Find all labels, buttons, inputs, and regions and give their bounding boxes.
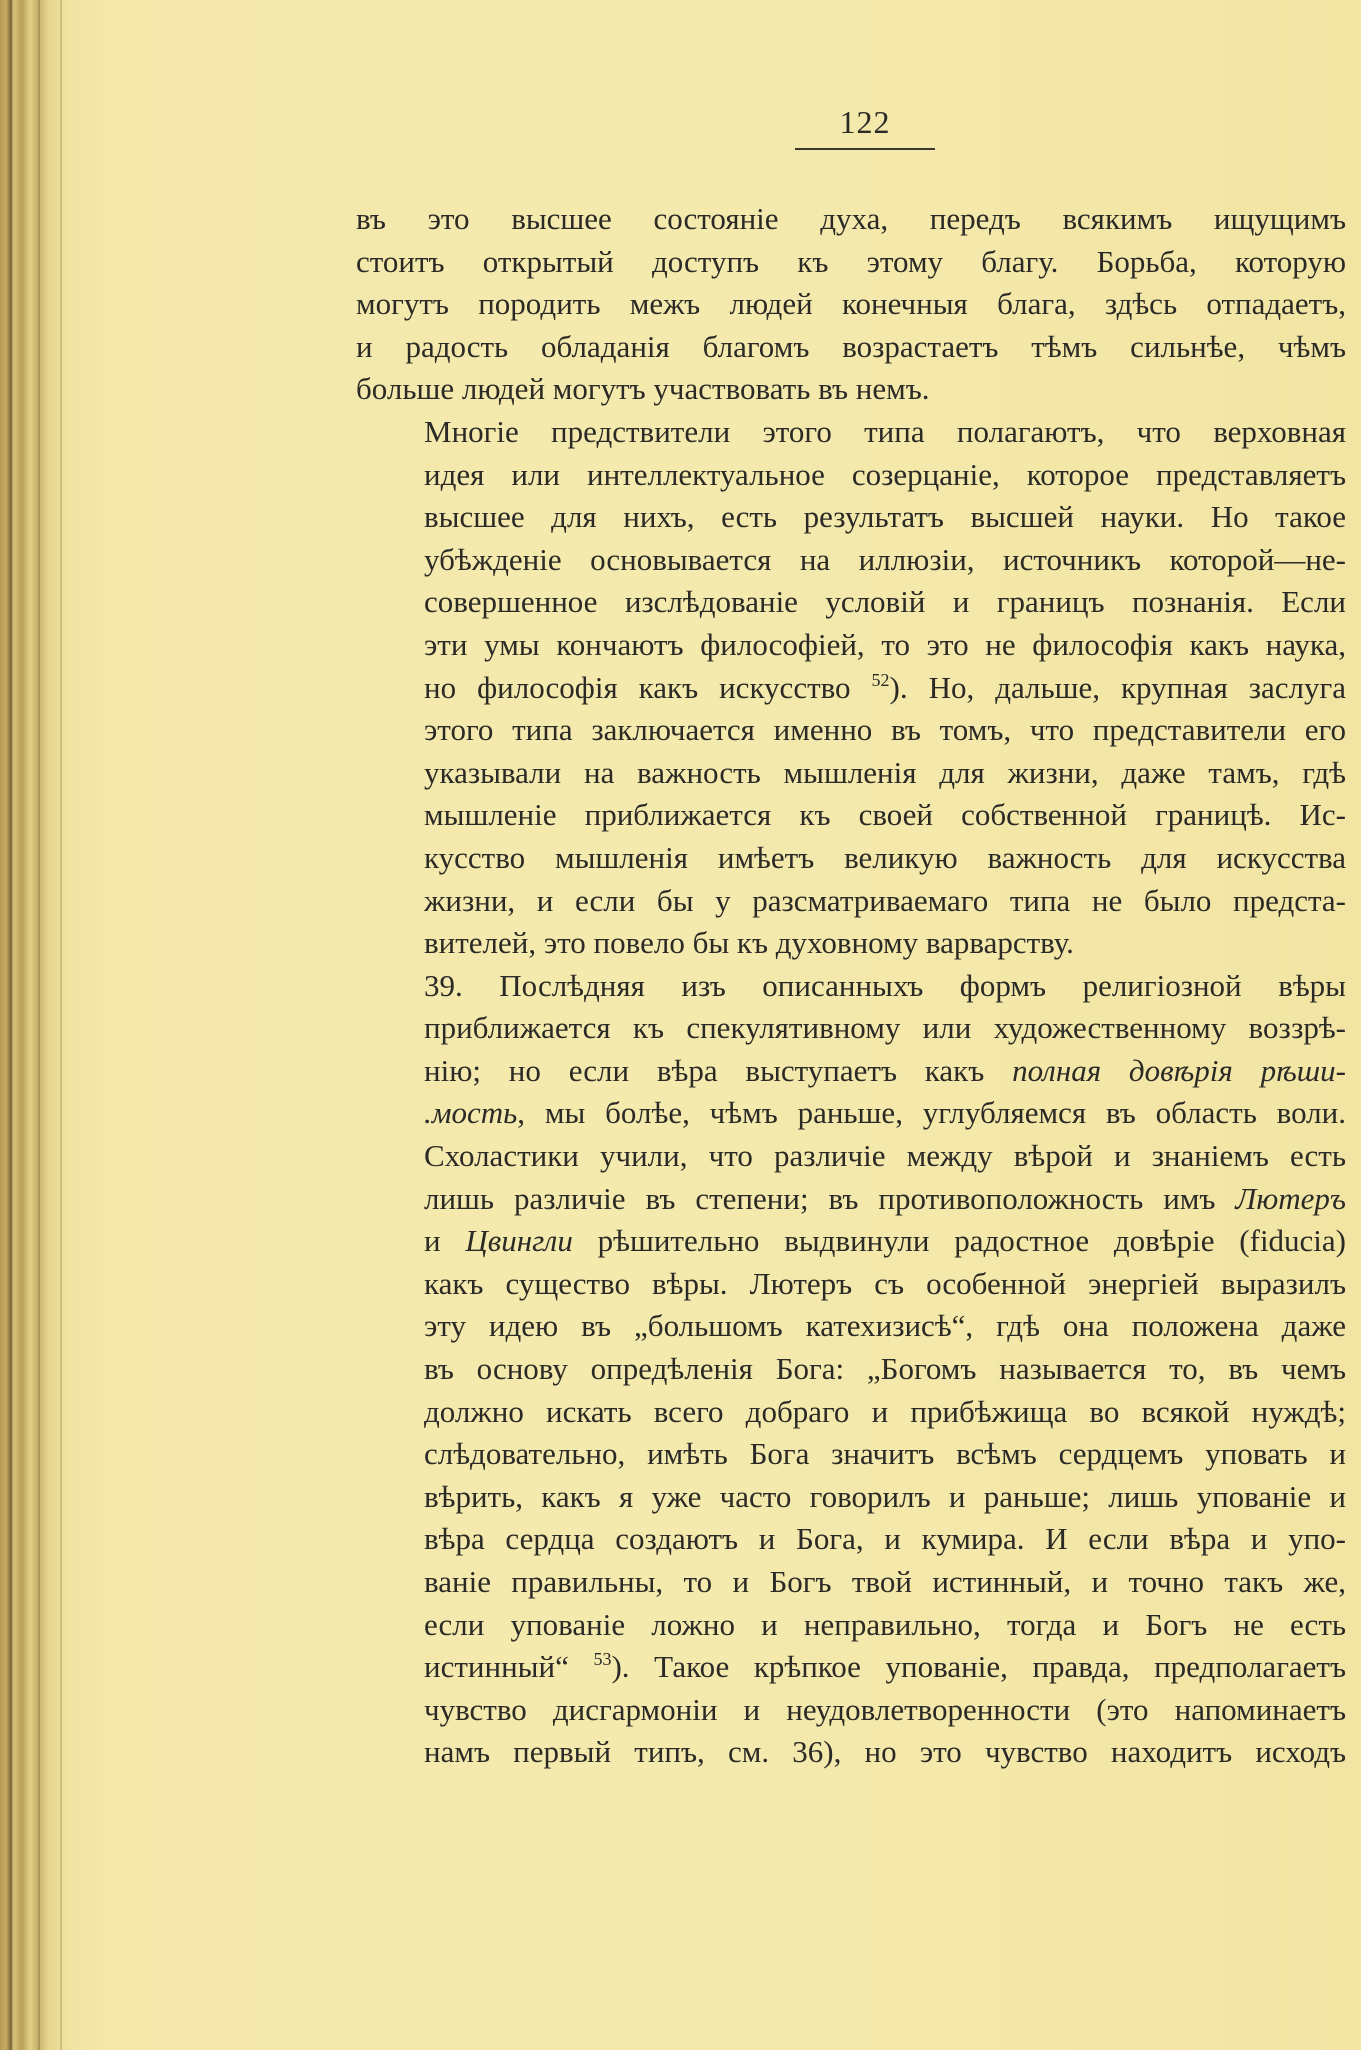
text-fragment: рѣшительно выдвинули радостное довѣріе (fiducia) xyxy=(597,1223,1347,1259)
paragraph-2 xyxy=(356,411,1346,965)
text-line: жизни, и если бы у разсматриваемаго типа не было предста- xyxy=(424,882,1346,918)
book-binding-edge xyxy=(0,0,66,2050)
text-line: и радость обладанія благомъ возрастаетъ тѣмъ сильнѣе, чѣмъ xyxy=(356,328,1346,364)
text-line: кусство мышленія имѣетъ великую важность для искусства xyxy=(424,839,1346,875)
text-line: совершенное изслѣдованіе условій и границъ познанія. Если xyxy=(424,584,1346,620)
text-line xyxy=(356,1050,1346,1093)
text-line: Многіе предствители этого типа полагаютъ, что верховная xyxy=(424,413,1346,449)
italic-fragment: Цвингли xyxy=(465,1223,573,1259)
text-line: могутъ породить межъ людей конечныя блага, здѣсь отпадаетъ, xyxy=(356,286,1346,322)
italic-fragment: мость xyxy=(431,1095,518,1131)
text-line: ваніе правильны, то и Богъ твой истинный, и точно такъ же, xyxy=(424,1564,1346,1599)
text-line: въ это высшее состояніе духа, передъ всякимъ ищущимъ xyxy=(356,201,1346,236)
text-line: этого типа заключается именно въ томъ, что представители его xyxy=(424,712,1346,748)
page-number-block xyxy=(795,102,935,142)
text-line: въ основу опредѣленія Бога: „Богомъ называется то, въ чемъ xyxy=(424,1351,1346,1387)
text-line xyxy=(356,1220,1346,1263)
text-line: вѣра сердца создаютъ и Бога, и кумира. И если вѣра и упо- xyxy=(424,1521,1346,1557)
binding-line xyxy=(38,0,40,2050)
text-line: больше людей могутъ участвовать въ немъ. xyxy=(356,371,930,407)
paragraph-3 xyxy=(356,965,1346,1774)
text-line: идея или интеллектуальное созерцаніе, которое представляетъ xyxy=(424,456,1346,492)
text-fragment: но философія какъ искусство xyxy=(424,669,851,705)
text-line: эту идею въ „большомъ катехизисѣ“, гдѣ она положена даже xyxy=(424,1308,1346,1344)
text-line: какъ существо вѣры. Лютеръ съ особенной энергіей выразилъ xyxy=(424,1265,1346,1301)
text-line: если упованіе ложно и неправильно, тогда и Богъ не есть xyxy=(424,1606,1346,1642)
page-number: 122 xyxy=(839,104,891,140)
text-line xyxy=(356,1178,1346,1221)
text-line: слѣдовательно, имѣть Бога значитъ всѣмъ сердцемъ уповать и xyxy=(424,1436,1346,1472)
text-line: 39. Послѣдняя изъ описанныхъ формъ религіозной вѣры xyxy=(424,967,1346,1003)
text-fragment: истинный“ xyxy=(424,1649,569,1685)
text-line: чувство дисгармоніи и неудовлетворенности (это напоминаетъ xyxy=(424,1691,1346,1727)
italic-fragment: . xyxy=(424,1095,432,1131)
body-text xyxy=(356,198,1346,1774)
text-fragment: и xyxy=(424,1223,441,1259)
binding-line xyxy=(60,0,62,2050)
text-fragment: лишь различіе въ степени; въ противоположность имъ xyxy=(424,1180,1216,1216)
text-fragment: нію; но если вѣра выступаетъ какъ xyxy=(424,1052,985,1088)
text-line: приближается къ спекулятивному или художественному воззрѣ- xyxy=(424,1010,1346,1046)
text-line: указывали на важность мышленія для жизни, даже тамъ, гдѣ xyxy=(424,754,1346,790)
italic-fragment: полная довѣрія рѣши- xyxy=(1012,1052,1346,1088)
text-line: эти умы кончаютъ философіей, то это не философія какъ наука, xyxy=(424,626,1346,662)
text-line: убѣжденіе основывается на иллюзіи, источникъ которой—не- xyxy=(424,541,1346,577)
text-fragment: ). Но, дальше, крупная заслуга xyxy=(889,669,1347,705)
text-line: Схоластики учили, что различіе между вѣрой и знаніемъ есть xyxy=(424,1138,1346,1174)
text-line: стоитъ открытый доступъ къ этому благу. Борьба, которую xyxy=(356,243,1346,279)
text-line: намъ первый типъ, см. 36), но это чувство находитъ исходъ xyxy=(424,1734,1346,1770)
text-line xyxy=(356,1092,1346,1135)
text-line: высшее для нихъ, есть результатъ высшей науки. Но такое xyxy=(424,499,1346,535)
italic-fragment: Лютеръ xyxy=(1235,1180,1346,1216)
text-line: должно искать всего добраго и прибѣжища во всякой нуждѣ; xyxy=(424,1393,1346,1429)
binding-line xyxy=(10,0,12,2050)
text-line xyxy=(356,667,1346,710)
text-line: вѣрить, какъ я уже часто говорилъ и раньше; лишь упованіе и xyxy=(424,1478,1346,1514)
footnote-ref-53: 53 xyxy=(593,1649,612,1670)
page-number-rule xyxy=(795,148,935,150)
text-line xyxy=(356,1646,1346,1689)
footnote-ref-52: 52 xyxy=(871,669,890,690)
text-fragment: , мы болѣе, чѣмъ раньше, углубляемся въ область воли. xyxy=(517,1095,1346,1131)
text-line: вителей, это повело бы къ духовному варварству. xyxy=(424,925,1074,961)
paragraph-1 xyxy=(356,198,1346,411)
text-line: мышленіе приближается къ своей собственной границѣ. Ис- xyxy=(424,797,1346,833)
text-fragment: ). Такое крѣпкое упованіе, правда, предполагаетъ xyxy=(611,1649,1347,1685)
